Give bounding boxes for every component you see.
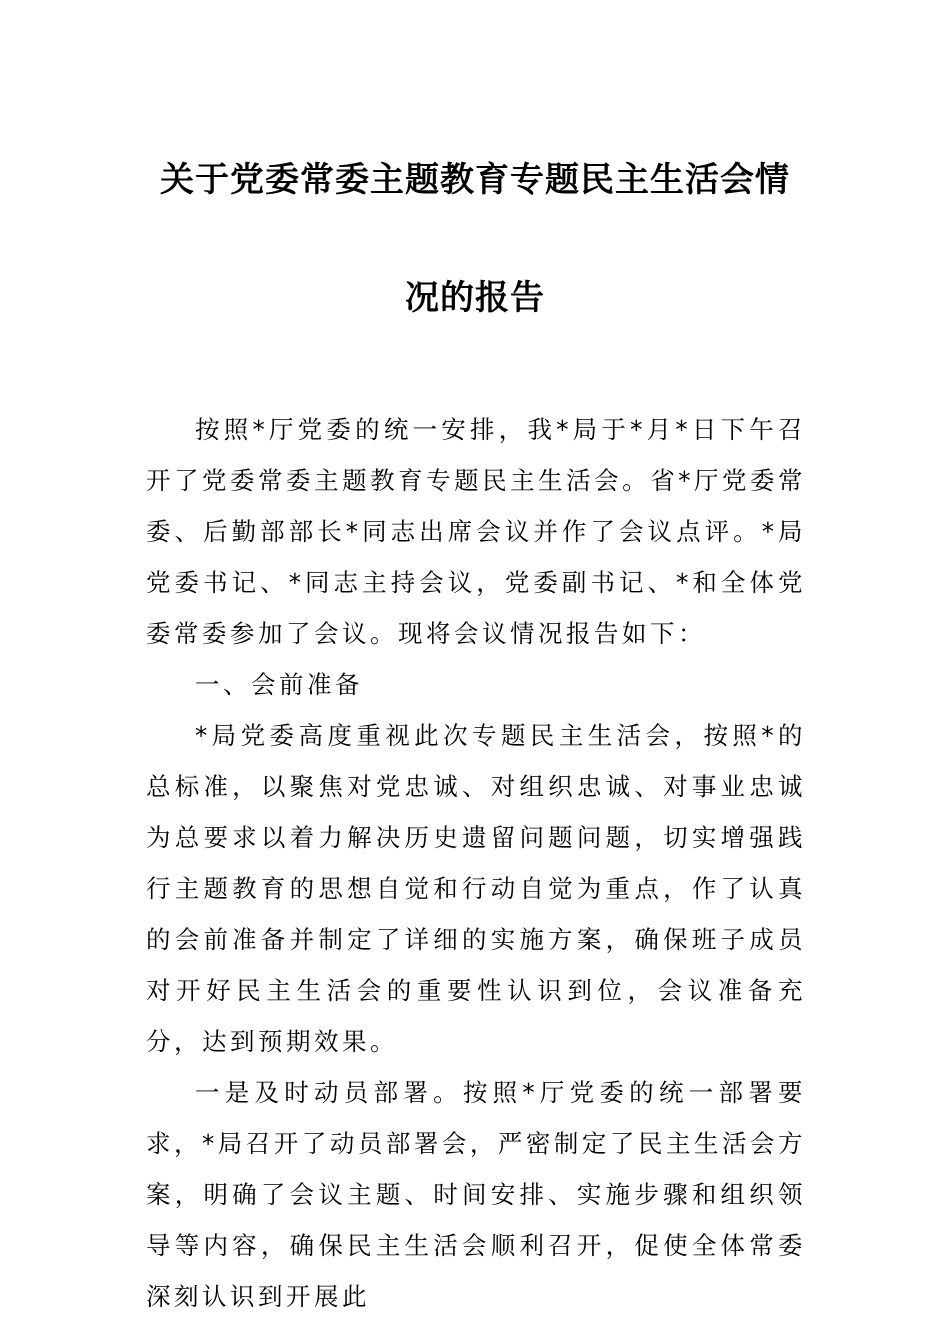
title-line-1: 关于党委常委主题教育专题民主生活会情: [160, 160, 790, 200]
intro-paragraph: 按照*厅党委的统一安排，我*局于*月*日下午召开了党委常委主题教育专题民主生活会。省*厅党委常委、后勤部部长*同志出席会议并作了会议点评。*局党委书记、*同志主持会议，党委副书记、*和全体党委常委参加了会议。现将会议情况报告如下：: [146, 415, 806, 648]
preparation-paragraph: *局党委高度重视此次专题民主生活会，按照*的总标准，以聚焦对党忠诚、对组织忠诚、对事业忠诚为总要求以着力解决历史遗留问题问题，切实增强践行主题教育的思想自觉和行动自觉为重点，作了认真的会前准备并制定了详细的实施方案，确保班子成员对开好民主生活会的重要性认识到位，会议准备充分，达到预期效果。: [146, 721, 806, 1056]
document-title: [0, 148, 950, 330]
mobilization-paragraph: 一是及时动员部署。按照*厅党委的统一部署要求，*局召开了动员部署会，严密制定了民主生活会方案，明确了会议主题、时间安排、实施步骤和组织领导等内容，确保民主生活会顺利召开，促使全体常委深刻认识到开展此: [146, 1078, 806, 1311]
document-body: [146, 404, 806, 1322]
section-heading-preparation: 一、会前准备: [195, 670, 363, 699]
title-line-2: 况的报告: [405, 278, 545, 318]
